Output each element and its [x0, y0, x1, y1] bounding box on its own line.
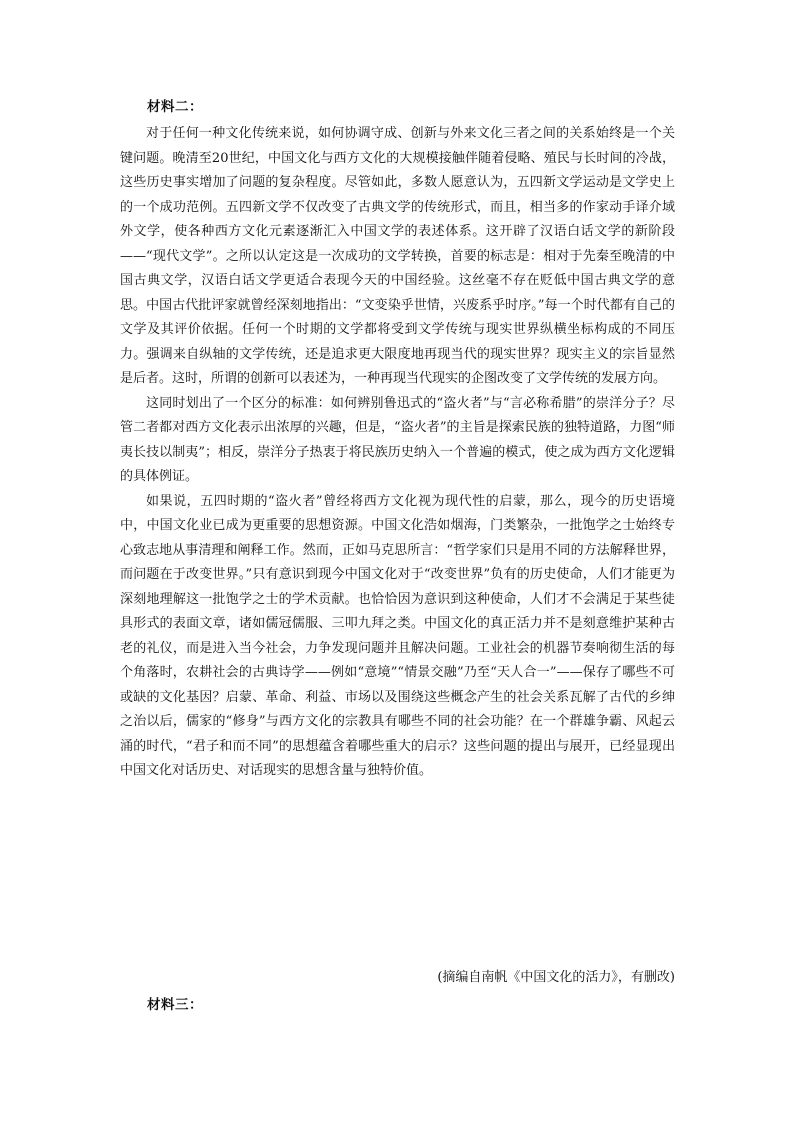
source-citation: (摘编自南帆《中国文化的活力》，有删改) — [437, 970, 675, 985]
paragraph-1: 对于任何一种文化传统来说，如何协调守成、创新与外来文化三者之间的关系始终是一个关键问题。晚清至20世纪，中国文化与西方文化的大规模接触伴随着侵略、殖民与长时间的冷战，这些历史事实增加了问题的复杂程度。尽管如此，多数人愿意认为，五四新文学运动是文学史上的一个成功范例。五四新文学不仅改变了古典文学的传统形式，而且，相当多的作家动手译介域外文学，使各种西方文化元素逐渐汇入中国文学的表述体系。这开辟了汉语白话文学的新阶段——“现代文学”。之所以认定这是一次成功的文学转换，首要的标志是：相对于先秦至晚清的中国古典文学，汉语白话文学更适合表现今天的中国经验。这丝毫不存在贬低中国古典文学的意思。中国古代批评家就曾经深刻地指出：“文变染乎世情，兴废系乎时序。”每一个时代都有自己的文学及其评价依据。任何一个时期的文学都将受到文学传统与现实世界纵横坐标构成的不同压力。强调来自纵轴的文学传统，还是追求更大限度地再现当代的现实世界？现实主义的宗旨显然是后者。这时，所谓的创新可以表述为，一种再现当代现实的企图改变了文学传统的发展方向。 — [120, 126, 675, 386]
paragraph-2: 这同时划出了一个区分的标准：如何辨别鲁迅式的“盗火者”与“言必称希腊”的崇洋分子？尽管二者都对西方文化表示出浓厚的兴趣，但是，“盗火者”的主旨是探索民族的独特道路，力图“师夷长技以制夷”；相反，崇洋分子热衷于将民族历史纳入一个普遍的模式，使之成为西方文化逻辑的具体例证。 — [120, 395, 675, 484]
paragraph-3: 如果说，五四时期的“盗火者”曾经将西方文化视为现代性的启蒙，那么，现今的历史语境中，中国文化业已成为更重要的思想资源。中国文化浩如烟海，门类繁杂，一批饱学之士始终专心致志地从事清理和阐释工作。然而，正如马克思所言：“哲学家们只是用不同的方法解释世界，而问题在于改变世界。”只有意识到现今中国文化对于“改变世界”负有的历史使命，人们才能更为深刻地理解这一批饱学之士的学术贡献。也恰恰因为意识到这种使命，人们才不会满足于某些徒具形式的表面文章，诸如儒冠儒服、三叩九拜之类。中国文化的真正活力并不是刻意维护某种古老的礼仪，而是进入当今社会，力争发现问题并且解决问题。工业社会的机器节奏响彻生活的每个角落时，农耕社会的古典诗学——例如“意境”“情景交融”乃至“天人合一”——保存了哪些不可或缺的文化基因？启蒙、革命、利益、市场以及围绕这些概念产生的社会关系瓦解了古代的乡绅之治以后，儒家的“修身”与西方文化的宗教具有哪些不同的社会功能？在一个群雄争霸、风起云涌的时代，“君子和而不同”的思想蕴含着哪些重大的启示？这些问题的提出与展开，已经显现出中国文化对话历史、对话现实的思想含量与独特价值。 — [120, 493, 675, 778]
material-two-heading: 材料二： — [147, 99, 203, 114]
material-three-heading: 材料三： — [147, 997, 203, 1012]
article-body — [120, 122, 675, 784]
